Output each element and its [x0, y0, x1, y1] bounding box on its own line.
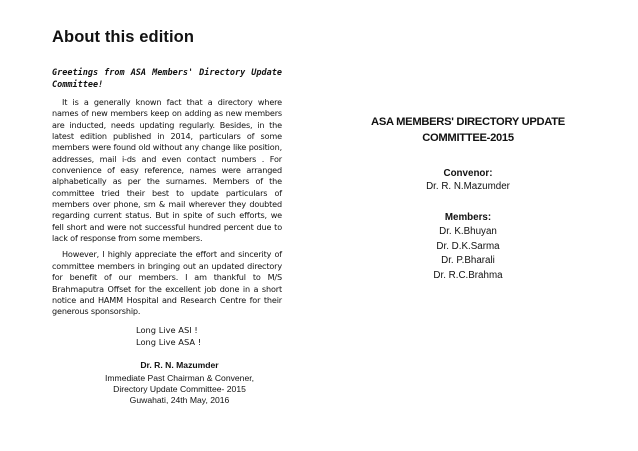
left-page — [52, 28, 282, 406]
members-list — [348, 225, 588, 283]
slogan-asa: Long Live ASA ! — [136, 336, 202, 347]
greeting-line: Greetings from ASA Members' Directory Update Committee! — [52, 68, 282, 90]
members-label: Members: — [444, 212, 492, 223]
list-item: Dr. K.Bhuyan — [439, 226, 497, 237]
signatory-designation: Immediate Past Chairman & Convener, — [104, 372, 255, 383]
convenor-label: Convenor: — [443, 168, 493, 179]
signature-place-date: Guwahati, 24th May, 2016 — [129, 395, 230, 406]
body-paragraph-2: However, I highly appreciate the effort and sincerity of committee members in bringing out an updated directory for benefit of our members. I am thankful to M/S Brahmaputra Offset for the excellent job done in a short notice and HAMM Hospital and Research Centre for their generous sponsorship. — [52, 249, 282, 317]
slogan-asi: Long Live ASI ! — [136, 324, 198, 335]
page-title: About this edition — [52, 28, 195, 46]
list-item: Dr. D.K.Sarma — [436, 240, 500, 252]
body-paragraph-1: It is a generally known fact that a directory where names of new members keep on adding as new members are inducted, needs updating regularly. Besides, in the latest edition published in 2014, particulars of some members were found old without any change like position, addresses, mail i-ds and even contact numbers . For convenience of easy reference, names were arranged alphabetically as per the surnames. Members of the committee tried their best to update particulars of members over phone, sm & mail wherever they doubted regarding current status. But in spite of such efforts, we fell short and were not successful hundred percent due to lack of response from some members. — [52, 97, 282, 244]
right-page — [348, 114, 588, 283]
signatory-name: Dr. R. N. Mazumder — [140, 359, 219, 370]
committee-heading-line-2: COMMITTEE-2015 — [422, 132, 514, 144]
slogans — [136, 324, 282, 348]
committee-heading-line-1: ASA MEMBERS' DIRECTORY UPDATE — [371, 116, 565, 128]
signature-block — [77, 360, 282, 407]
committee-heading — [348, 114, 588, 146]
signatory-committee: Directory Update Committee- 2015 — [113, 383, 246, 394]
convenor-name: Dr. R. N.Mazumder — [426, 181, 510, 192]
list-item: Dr. R.C.Brahma — [433, 269, 503, 281]
list-item: Dr. P.Bharali — [441, 255, 495, 267]
